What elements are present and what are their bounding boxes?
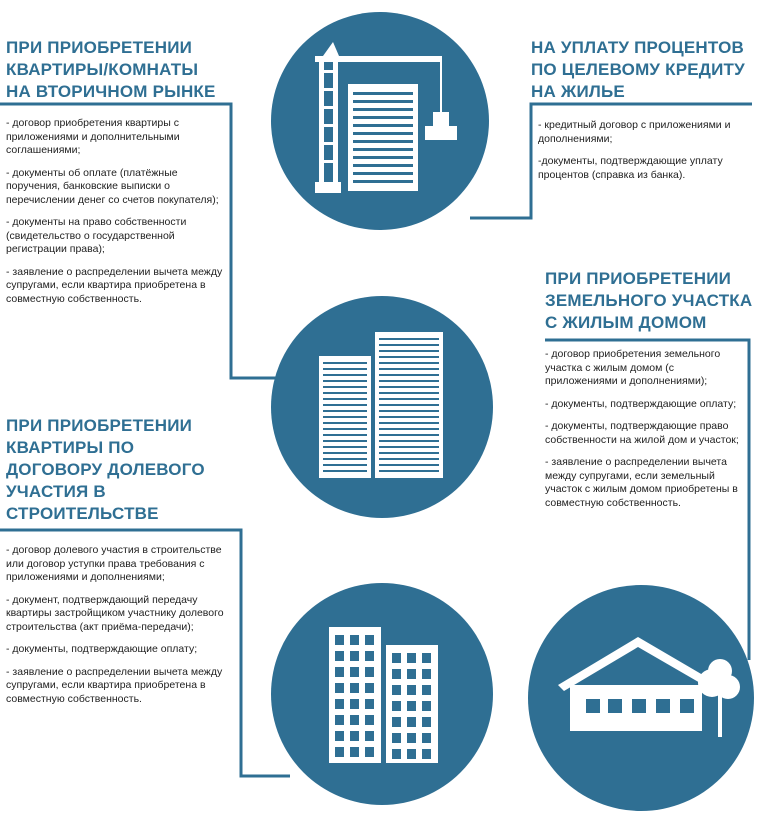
- title-line: СТРОИТЕЛЬСТВЕ: [6, 504, 159, 523]
- apartment-blocks-icon: [271, 583, 493, 805]
- high-rise-circle: [271, 296, 493, 518]
- list-item: - документ, подтверждающий передачу квартиры застройщиком участнику долевого строительства (акт приёма-передачи);: [6, 593, 224, 633]
- list-item: - договор приобретения земельного участка с жилым домом (с приложениями и дополнениями);: [545, 348, 721, 387]
- list-item: - заявление о распределении вычета между супругами, если квартира приобретена в совместную собственность.: [6, 265, 223, 305]
- title-line: ДОГОВОРУ ДОЛЕВОГО: [6, 460, 205, 479]
- title-line: НА УПЛАТУ ПРОЦЕНТОВ: [531, 38, 744, 57]
- list-loan-interest: [538, 119, 750, 191]
- list-item: - договор приобретения квартиры с приложениями и дополнительными соглашениями;: [6, 117, 180, 156]
- title-line: НА ЖИЛЬЕ: [531, 82, 625, 101]
- list-secondary-market: [6, 117, 224, 315]
- list-item: - заявление о распределении вычета между супругами, если квартира приобретена в совместную собственность.: [6, 665, 223, 705]
- list-item: - документы на право собственности (свидетельство о государственной регистрации права);: [6, 216, 187, 255]
- list-item: - кредитный договор с приложениями и дополнениями;: [538, 119, 731, 145]
- title-line: ПО ЦЕЛЕВОМУ КРЕДИТУ: [531, 60, 745, 79]
- house-circle: [528, 585, 754, 811]
- title-shared-construction: [6, 415, 205, 525]
- title-line: НА ВТОРИЧНОМ РЫНКЕ: [6, 82, 216, 101]
- apartment-blocks-circle: [271, 583, 493, 805]
- title-line: С ЖИЛЫМ ДОМОМ: [545, 313, 707, 332]
- title-secondary-market: [6, 37, 216, 103]
- title-line: КВАРТИРЫ ПО: [6, 438, 135, 457]
- list-item: - документы, подтверждающие оплату;: [6, 643, 198, 655]
- list-item: - документы, подтверждающие оплату;: [545, 397, 737, 410]
- title-land-plot: [545, 268, 752, 334]
- list-item: - документы об оплате (платёжные поручения, банковские выписки о перечислении денег со счетов покупателя);: [6, 166, 219, 206]
- list-shared-construction: [6, 544, 232, 715]
- list-item: - документы, подтверждающие право собственности на жилой дом и участок;: [545, 420, 739, 446]
- list-item: -документы, подтверждающие уплату процентов (справка из банка).: [538, 155, 723, 181]
- title-line: ЗЕМЕЛЬНОГО УЧАСТКА: [545, 291, 753, 310]
- list-land-plot: [545, 348, 741, 519]
- list-item: - заявление о распределении вычета между супругами, если земельный участок с жилым домом приобретены в совместную собственность.: [545, 456, 738, 509]
- title-loan-interest: [531, 37, 745, 103]
- title-line: ПРИ ПРИОБРЕТЕНИИ: [6, 38, 193, 57]
- list-item: - договор долевого участия в строительстве или договор уступки права требования с приложениями и дополнениями;: [6, 544, 222, 583]
- crane-building-circle: [271, 12, 489, 230]
- title-line: ПРИ ПРИОБРЕТЕНИИ: [6, 416, 193, 435]
- high-rise-buildings-icon: [271, 296, 493, 518]
- title-line: КВАРТИРЫ/КОМНАТЫ: [6, 60, 199, 79]
- crane-building-icon: [271, 12, 489, 230]
- title-line: ПРИ ПРИОБРЕТЕНИИ: [545, 269, 732, 288]
- house-with-tree-icon: [528, 585, 754, 811]
- title-line: УЧАСТИЯ В: [6, 482, 106, 501]
